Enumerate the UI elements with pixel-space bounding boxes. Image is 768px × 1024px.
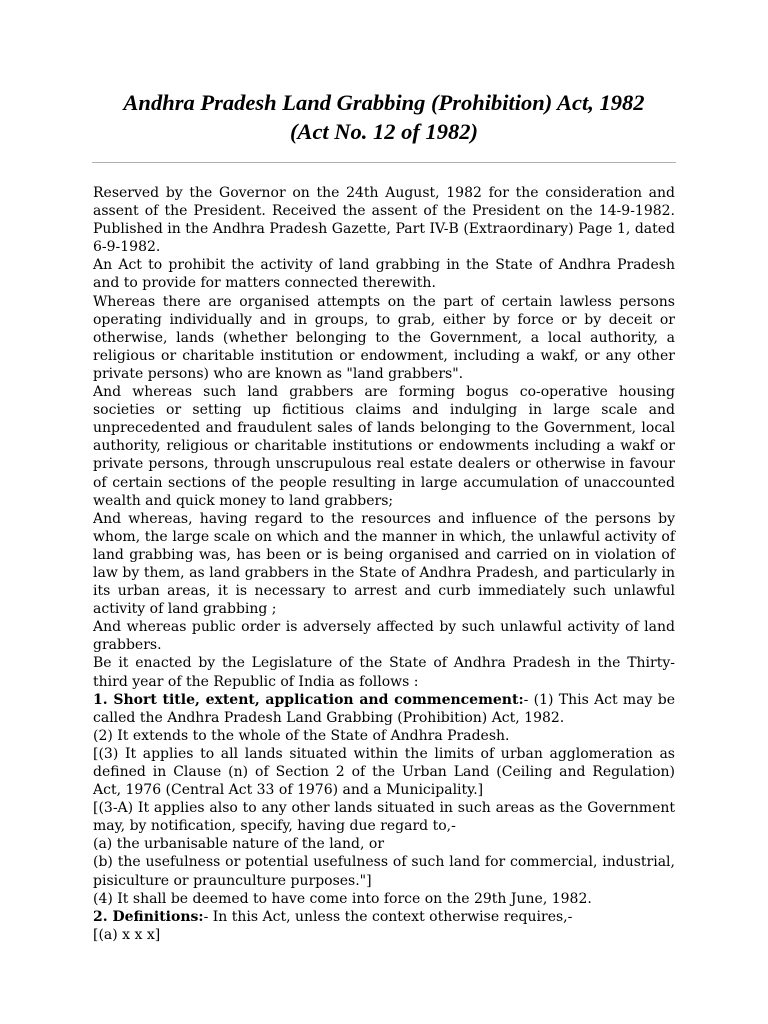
paragraph-whereas-3: And whereas, having regard to the resources and influence of the persons by whom, the large scale on which and the manner in which, the unlawful activity of land grabbing was, has been or is being organised and carried on in violation of law by them, as land grabbers in the State of Andhra Pradesh, and particularly in its urban areas, it is necessary to arrest and curb immediately such unlawful activity of land grabbing ;	[93, 510, 675, 618]
clause-1-4: (4) It shall be deemed to have come into force on the 29th June, 1982.	[93, 890, 592, 907]
paragraph-whereas-2: And whereas such land grabbers are forming bogus co-operative housing societies or setting up fictitious claims and indulging in large scale and unprecedented and fraudulent sales of lands belonging to the Government, local authority, religious or charitable institutions or endowments including a wakf or private persons, through unscrupulous real estate dealers or otherwise in favour of certain sections of the people resulting in large accumulation of unaccounted wealth and quick money to land grabbers;	[93, 384, 675, 509]
paragraph-whereas-4: And whereas public order is adversely affected by such unlawful activity of land grabbers.	[93, 619, 675, 654]
title-line-1: Andhra Pradesh Land Grabbing (Prohibition) Act, 1982	[123, 90, 645, 115]
clause-2-a: [(a) x x x]	[93, 926, 161, 943]
document-body	[93, 184, 675, 944]
section-2-heading: 2. Definitions:- In this Act, unless the context otherwise requires,-	[93, 908, 573, 925]
title-line-2: (Act No. 12 of 1982)	[289, 119, 479, 144]
clause-1-3a-b: (b) the usefulness or potential usefulness of such land for commercial, industrial, pisiculture or praunculture purposes."]	[93, 854, 675, 889]
clause-1-3a-a: (a) the urbanisable nature of the land, or	[93, 836, 385, 853]
paragraph-enacted: Be it enacted by the Legislature of the State of Andhra Pradesh in the Thirty-third year of the Republic of India as follows :	[93, 655, 675, 690]
section-1-heading: 1. Short title, extent, application and commencement:- (1) This Act may be called the Andhra Pradesh Land Grabbing (Prohibition) Act, 1982.	[93, 691, 675, 726]
document-title	[92, 88, 676, 146]
section-heading: 1. Short title, extent, application and commencement:	[93, 691, 524, 708]
paragraph-preamble: An Act to prohibit the activity of land grabbing in the State of Andhra Pradesh and to provide for matters connected therewith.	[93, 257, 675, 292]
paragraph-whereas-1: Whereas there are organised attempts on the part of certain lawless persons operating individually and in groups, to grab, either by force or by deceit or otherwise, lands (whether belonging to the Government, a local authority, a religious or charitable institution or endowment, including a wakf, or any other private persons) who are known as "land grabbers".	[93, 293, 675, 382]
clause-1-3: [(3) It applies to all lands situated within the limits of urban agglomeration as defined in Clause (n) of Section 2 of the Urban Land (Ceiling and Regulation) Act, 1976 (Central Act 33 of 1976) and a Municipality.]	[93, 745, 675, 799]
title-divider	[92, 162, 676, 163]
clause-1-3a: [(3-A) It applies also to any other lands situated in such areas as the Government may, by notification, specify, having due regard to,-	[93, 800, 675, 835]
paragraph-reserved: Reserved by the Governor on the 24th August, 1982 for the consideration and assent of the President. Received the assent of the President on the 14-9-1982. Published in the Andhra Pradesh Gazette, Part IV-B (Extraordinary) Page 1, dated 6-9-1982.	[93, 185, 675, 256]
section-heading: 2. Definitions:	[93, 908, 204, 925]
clause-1-2: (2) It extends to the whole of the State of Andhra Pradesh.	[93, 727, 510, 744]
